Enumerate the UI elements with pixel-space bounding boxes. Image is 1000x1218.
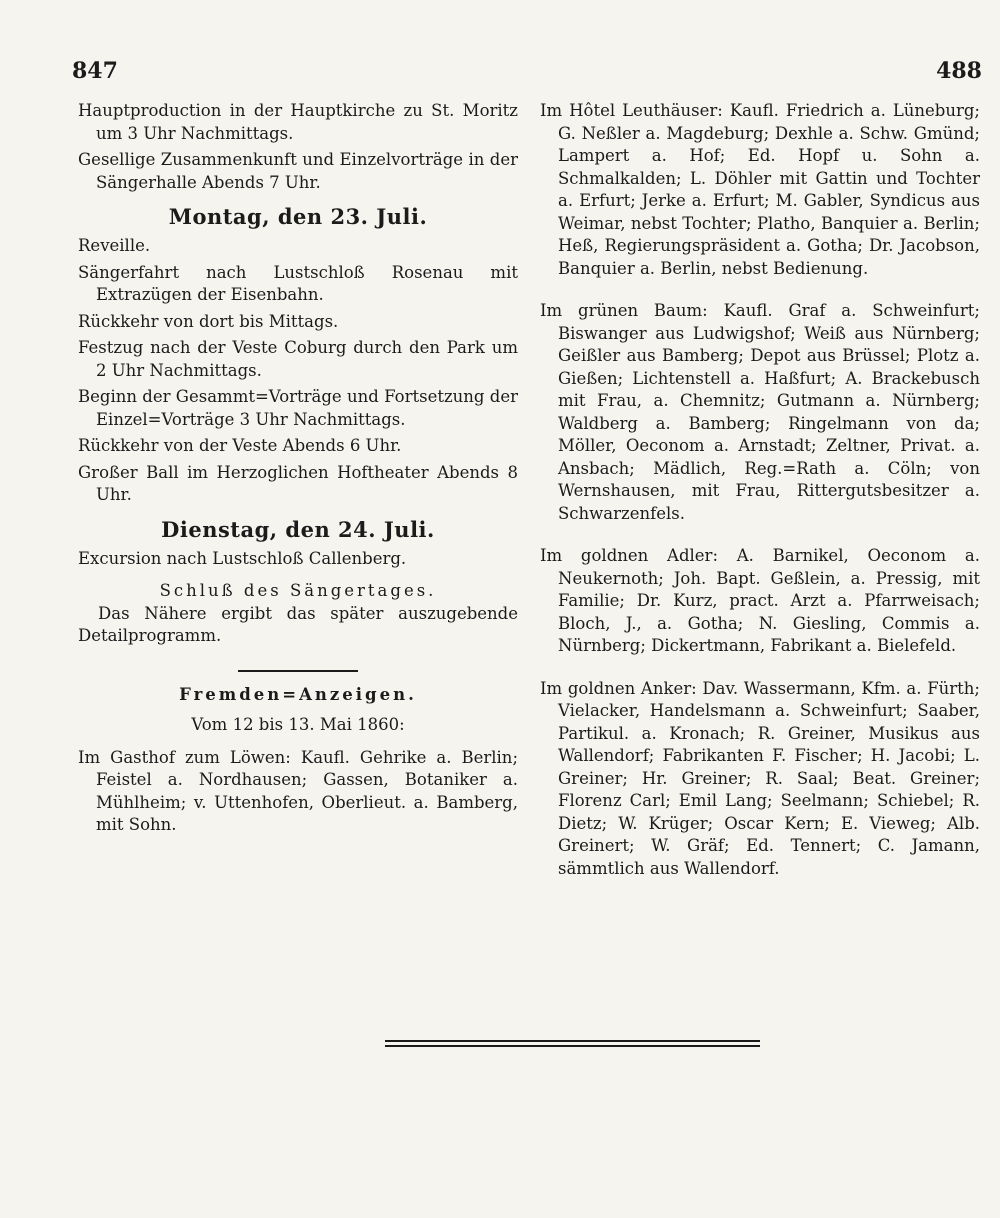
monday-heading: Montag, den 23. Juli. xyxy=(168,204,428,229)
guest-entry: Im goldnen Adler: A. Barnikel, Oeconom a. Neukernoth; Joh. Bapt. Geßlein, a. Pressig, mit Familie; Dr. Kurz, pract. Arzt a. Pfarrweisach; Bloch, J., a. Gotha; N. Giesling, Commis a. Nürnberg; Dickertmann, Fabrikant a. Bielefeld. xyxy=(540,546,980,655)
date-line: Vom 12 bis 13. Mai 1860: xyxy=(191,715,405,734)
right-column xyxy=(540,100,980,900)
schedule-item: Reveille. xyxy=(78,236,151,255)
schedule-item: Festzug nach der Veste Coburg durch den Park um 2 Uhr Nachmittags. xyxy=(78,338,518,380)
schedule-item: Sängerfahrt nach Lustschloß Rosenau mit Extrazügen der Eisenbahn. xyxy=(78,262,518,304)
intro-line: Gesellige Zusammenkunft und Einzelvorträge in der Sängerhalle Abends 7 Uhr. xyxy=(78,150,518,192)
fremden-heading: Fremden=Anzeigen. xyxy=(179,684,417,704)
guest-entry: Im goldnen Anker: Dav. Wassermann, Kfm. a. Fürth; Vielacker, Handelsmann a. Schweinfurt; Saaber, Partikul. a. Kronach; R. Greiner, Musikus aus Wallendorf; Fabrikanten F. Fischer; H. Jacobi; L. Greiner; Hr. Greiner; R. Saal; Beat. Greiner; Florenz Carl; Emil Lang; Seelmann; Schiebel; R. Dietz; W. Krüger; Oscar Kern; E. Vieweg; Alb. Greinert; W. Gräf; Ed. Tennert; C. Jamann, sämmtlich aus Wallendorf. xyxy=(540,678,980,878)
page-number-left: 847 xyxy=(72,58,118,84)
guest-entry: Im grünen Baum: Kaufl. Graf a. Schweinfurt; Biswanger aus Ludwigshof; Weiß aus Nürnberg; Geißler aus Bamberg; Depot aus Brüssel; Plotz a. Gießen; Lichtenstell a. Haßfurt; A. Brackebusch mit Frau, a. Chemnitz; Gutmann a. Nürnberg; Waldberg a. Bamberg; Ringelmann von da; Möller, Oeconom a. Arnstadt; Zeltner, Privat. a. Ansbach; Mädlich, Reg.=Rath a. Cöln; von Wernshausen, mit Frau, Rittergutsbesitzer a. Schwarzenfels. xyxy=(540,301,980,523)
schedule-item: Excursion nach Lustschloß Callenberg. xyxy=(78,548,407,568)
schedule-item: Rückkehr von dort bis Mittags. xyxy=(78,311,339,331)
page-number-right: 488 xyxy=(936,58,982,84)
guest-entry: Im Hôtel Leuthäuser: Kaufl. Friedrich a. Lüneburg; G. Neßler a. Magdeburg; Dexhle a. Schw. Gmünd; Lampert a. Hof; Ed. Hopf u. Sohn a. Schmalkalden; L. Döhler mit Gattin und Tochter a. Erfurt; Jerke a. Erfurt; M. Gabler, Syndicus aus Weimar, nebst Tochter; Platho, Banquier a. Berlin; Heß, Regierungspräsident a. Gotha; Dr. Jacobson, Banquier a. Berlin, nebst Bedienung. xyxy=(540,101,980,278)
schedule-item: Beginn der Gesammt=Vorträge und Fortsetzung der Einzel=Vorträge 3 Uhr Nachmittags. xyxy=(78,387,518,429)
guest-entry: Im Gasthof zum Löwen: Kaufl. Gehrike a. Berlin; Feistel a. Nordhausen; Gassen, Botaniker a. Mühlheim; v. Uttenhofen, Oberlieut. a. Bamberg, mit Sohn. xyxy=(78,747,518,834)
bottom-double-rule xyxy=(385,1040,760,1050)
intro-line: Hauptproduction in der Hauptkirche zu St. Moritz um 3 Uhr Nachmittags. xyxy=(78,101,518,143)
section-divider xyxy=(238,670,358,672)
left-column xyxy=(78,100,518,841)
schedule-item: Großer Ball im Herzoglichen Hoftheater Abends 8 Uhr. xyxy=(78,462,518,504)
closing-title: Schluß des Sängertages. xyxy=(159,581,437,600)
schedule-item: Rückkehr von der Veste Abends 6 Uhr. xyxy=(78,436,402,455)
tuesday-heading: Dienstag, den 24. Juli. xyxy=(161,516,435,542)
closing-note: Das Nähere ergibt das später auszugebende Detailprogramm. xyxy=(78,603,518,645)
